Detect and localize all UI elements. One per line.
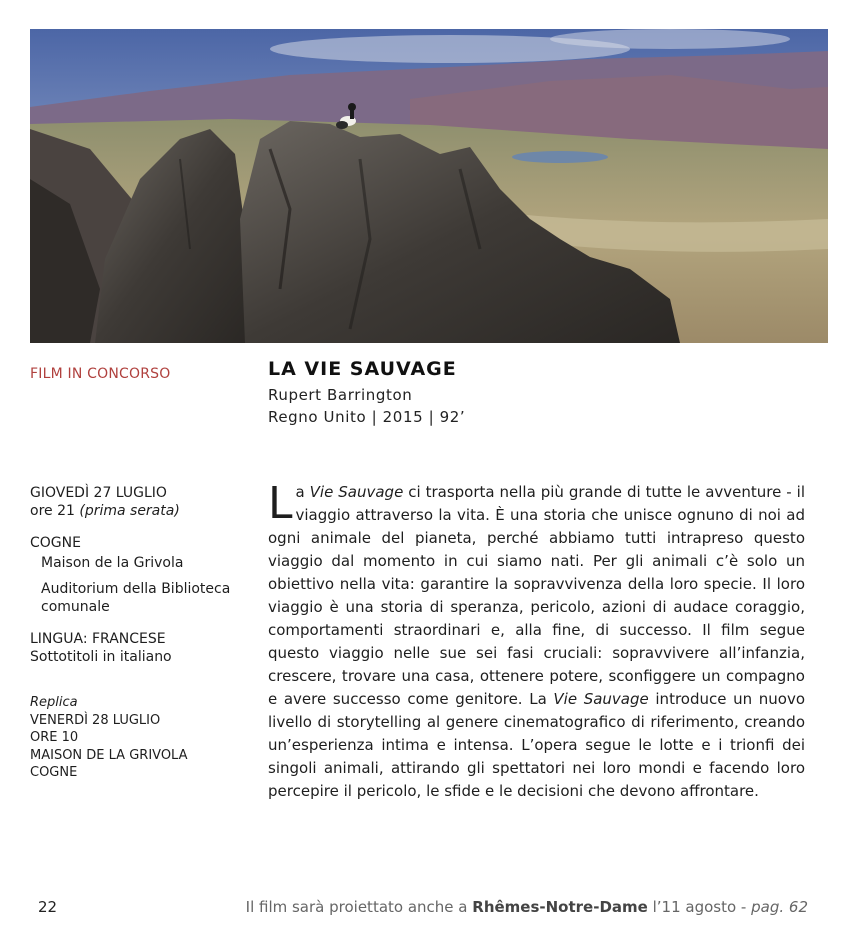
page-number: 22 — [38, 898, 58, 916]
synopsis-end: introduce un nuovo livello di storytelling al genere cinematografico di riferimento, creando un’esperienza intima e intensa. L’opera segue le lotte e i trionfi dei singoli animali, attirando gli spettatori nei loro mondi e facendo loro percepire il pericolo, le sfide e le decisioni che devono affrontare. — [268, 690, 805, 800]
language: LINGUA: FRANCESE — [30, 631, 166, 647]
screening-time-line — [30, 502, 240, 520]
film-director: Rupert Barrington — [268, 386, 413, 404]
replica-label: Replica — [30, 695, 78, 710]
screening-language — [30, 630, 240, 666]
synopsis-title-italic: Vie Sauvage — [309, 483, 404, 501]
synopsis-text: ci trasporta nella più grande di tutte le avventure - il viaggio attraverso la vita. È una storia che unisce ognuno di noi ad ogni animale del pianeta, perché abbiamo tutti intrapreso questo viaggio dal momento in cui siamo nati. Per gli animali c’è solo un obiettivo nella vita: garantire la sopravvivenza della loro specie. Il loro viaggio è una storia di speranza, pericolo, azioni di audace coraggio, comportamenti straordinari e, alla fine, di successo. Il film segue questo viaggio nelle sue sei fasi cruciali: sopravvivere all’infanzia, crescere, trovare una casa, ottenere potere, sconfiggere un compagno e avere successo come genitore. La — [268, 483, 805, 708]
synopsis — [268, 478, 805, 803]
replica-venue: MAISON DE LA GRIVOLA — [30, 747, 188, 763]
replica-city: COGNE — [30, 765, 78, 780]
replica-date: VENERDÌ 28 LUGLIO — [30, 712, 161, 728]
screening-date: GIOVEDÌ 27 LUGLIO — [30, 485, 167, 501]
film-category: FILM IN CONCORSO — [30, 366, 171, 382]
screening-location — [30, 534, 240, 616]
landscape-image — [30, 29, 828, 343]
venue-2: Auditorium della Biblioteca comunale — [41, 581, 231, 615]
venue-1: Maison de la Grivola — [41, 555, 184, 571]
subtitles: Sottotitoli in italiano — [30, 649, 172, 665]
synopsis-start: a — [295, 483, 310, 501]
replica-time: ORE 10 — [30, 730, 79, 745]
dropcap: L — [268, 478, 293, 529]
film-header — [268, 358, 465, 428]
footer-note-date: l’11 agosto - — [652, 898, 747, 916]
footer-note-place: Rhêmes-Notre-Dame — [472, 898, 648, 916]
synopsis-title-italic-2: Vie Sauvage — [553, 690, 649, 708]
film-info: Regno Unito | 2015 | 92’ — [268, 408, 466, 426]
film-title: LA VIE SAUVAGE — [268, 358, 457, 380]
replica-info — [30, 694, 240, 782]
footer-page-ref: pag. 62 — [751, 898, 808, 916]
screening-city: COGNE — [30, 535, 81, 551]
footer-note — [246, 898, 808, 916]
footer-note-prefix: Il film sarà proiettato anche a — [245, 898, 468, 916]
screening-time: ore 21 — [30, 503, 75, 519]
hero-photo — [30, 29, 828, 343]
screening-info — [30, 484, 240, 782]
screening-datetime — [30, 484, 240, 520]
screening-time-note: (prima serata) — [79, 503, 180, 519]
